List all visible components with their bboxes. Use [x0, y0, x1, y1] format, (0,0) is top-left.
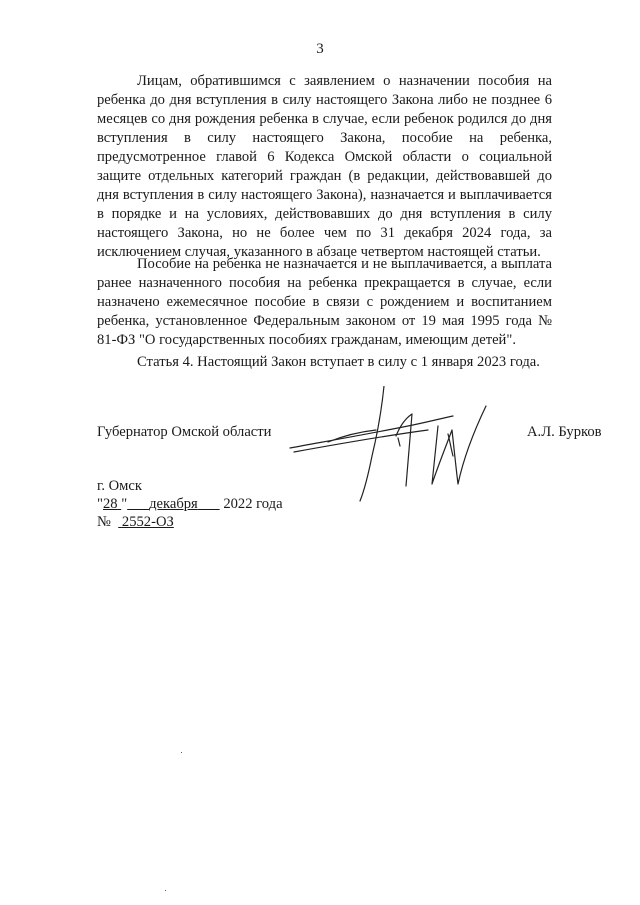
governor-title: Губернатор Омской области: [97, 424, 272, 440]
law-number: [97, 514, 174, 531]
place-of-signing: г. Омск: [97, 478, 142, 494]
date-year: 2022 года: [223, 496, 283, 512]
date-month-value: декабря: [149, 496, 198, 512]
handwritten-signature: [288, 386, 498, 506]
number-sign: №: [97, 514, 111, 530]
law-number-value: [118, 514, 174, 530]
date-day-value: 28: [102, 496, 118, 512]
paragraph-benefit-termination: [97, 255, 552, 350]
governor-name: А.Л. Бурков: [527, 424, 602, 440]
page-number: 3: [316, 41, 324, 57]
signing-date: [97, 496, 283, 513]
date-open-quote: ": [97, 496, 103, 512]
paragraph-text: Пособие на ребенка не назначается и не выплачивается, а выплата ранее назначенного пособия на ребенка прекращается в случае, если назначено ежемесячное пособие в связи с рождением и воспитанием ребенка, установленное Федеральным законом от 19 мая 1995 года № 81-ФЗ "О государственных пособиях гражданам, имеющим детей".: [97, 256, 552, 348]
date-month: [127, 496, 219, 512]
article-4-text: Статья 4. Настоящий Закон вступает в силу с 1 января 2023 года.: [137, 354, 540, 370]
scan-speck: [165, 890, 166, 891]
scan-speck: [181, 752, 182, 753]
paragraph-transitional-provision: [97, 72, 552, 262]
date-day: [103, 496, 121, 512]
paragraph-text: Лицам, обратившимся с заявлением о назначении пособия на ребенка до дня вступления в силу настоящего Закона либо не позднее 6 месяцев со дня рождения ребенка в случае, если ребенок родился до дня вступления в силу настоящего Закона, пособие на ребенка, предусмотренное главой 6 Кодекса Омской области о социальной защите отдельных категорий граждан (в редакции, действовавшей до дня вступления в силу настоящего Закона), назначается и выплачивается в порядке и на условиях, действовавших до дня вступления в силу настоящего Закона, но не более чем по 31 декабря 2024 года, за исключением случая, указанного в абзаце четвертом настоящей статьи.: [97, 73, 552, 260]
law-number-text: 2552-ОЗ: [121, 514, 174, 530]
date-close-quote: ": [121, 496, 128, 512]
